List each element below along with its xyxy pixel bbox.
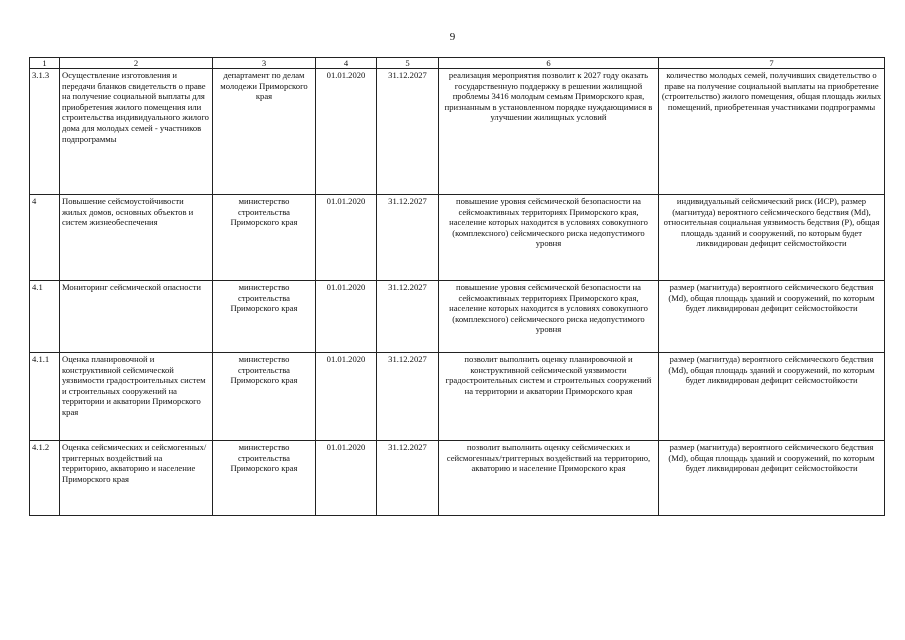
executor: министерство строительства Приморского края — [213, 441, 316, 516]
row-number: 4.1 — [30, 281, 60, 353]
start-date: 01.01.2020 — [316, 195, 377, 281]
executor: департамент по делам молодежи Приморского края — [213, 69, 316, 195]
indicator: размер (магнитуда) вероятного сейсмического бедствия (Md), общая площадь зданий и сооружений, по которым будет ликвидирован дефицит сейсмостойкости — [659, 281, 885, 353]
row-number: 3.1.3 — [30, 69, 60, 195]
column-header-4: 4 — [316, 58, 377, 69]
column-header-2: 2 — [60, 58, 213, 69]
column-header-3: 3 — [213, 58, 316, 69]
table-row — [30, 281, 885, 353]
end-date: 31.12.2027 — [377, 195, 439, 281]
executor: министерство строительства Приморского края — [213, 281, 316, 353]
activity-name: Осуществление изготовления и передачи бланков свидетельств о праве на получение социальной выплаты для приобретения жилого помещения или строительства индивидуального жилого дома для молодых семей - участников подпрограммы — [60, 69, 213, 195]
indicator: размер (магнитуда) вероятного сейсмического бедствия (Md), общая площадь зданий и сооружений, по которым будет ликвидирован дефицит сейсмостойкости — [659, 353, 885, 441]
executor: министерство строительства Приморского края — [213, 353, 316, 441]
row-number: 4.1.2 — [30, 441, 60, 516]
header-row — [30, 58, 885, 69]
column-header-6: 6 — [439, 58, 659, 69]
start-date: 01.01.2020 — [316, 281, 377, 353]
activity-name: Оценка сейсмических и сейсмогенных/триггерных воздействий на территорию, акваторию и население Приморского края — [60, 441, 213, 516]
activity-name: Мониторинг сейсмической опасности — [60, 281, 213, 353]
column-header-5: 5 — [377, 58, 439, 69]
expected-result: повышение уровня сейсмической безопасности на сейсмоактивных территориях Приморского края, население которых находится в условиях совокупного (комплексного) сейсмического риска недопустимого уровня — [439, 195, 659, 281]
end-date: 31.12.2027 — [377, 353, 439, 441]
column-header-1: 1 — [30, 58, 60, 69]
start-date: 01.01.2020 — [316, 69, 377, 195]
indicator: количество молодых семей, получивших свидетельство о праве на получение социальной выплаты на приобретение (строительство) жилого помещения, общая площадь жилых помещений, приобретенная участниками подпрограммы — [659, 69, 885, 195]
expected-result: повышение уровня сейсмической безопасности на сейсмоактивных территориях Приморского края, население которых находится в условиях совокупного (комплексного) сейсмического риска недопустимого уровня — [439, 281, 659, 353]
table-row — [30, 69, 885, 195]
expected-result: реализация мероприятия позволит к 2027 году оказать государственную поддержку в решении жилищной проблемы 3416 молодым семьям Приморского края, признанным в установленном порядке нуждающимися в улучшении жилищных условий — [439, 69, 659, 195]
program-activities-table — [29, 57, 885, 516]
table-row — [30, 441, 885, 516]
end-date: 31.12.2027 — [377, 281, 439, 353]
table-row — [30, 353, 885, 441]
row-number: 4.1.1 — [30, 353, 60, 441]
table-row — [30, 195, 885, 281]
end-date: 31.12.2027 — [377, 69, 439, 195]
start-date: 01.01.2020 — [316, 441, 377, 516]
page-number: 9 — [449, 31, 456, 43]
activity-name: Оценка планировочной и конструктивной сейсмической уязвимости градостроительных систем и строительных сооружений на территории и акватории Приморского края — [60, 353, 213, 441]
indicator: размер (магнитуда) вероятного сейсмического бедствия (Md), общая площадь зданий и сооружений, по которым будет ликвидирован дефицит сейсмостойкости — [659, 441, 885, 516]
expected-result: позволит выполнить оценку сейсмических и сейсмогенных/триггерных воздействий на территорию, акваторию и население Приморского края — [439, 441, 659, 516]
column-header-7: 7 — [659, 58, 885, 69]
executor: министерство строительства Приморского края — [213, 195, 316, 281]
activity-name: Повышение сейсмоустойчивости жилых домов, основных объектов и систем жизнеобеспечения — [60, 195, 213, 281]
end-date: 31.12.2027 — [377, 441, 439, 516]
indicator: индивидуальный сейсмический риск (ИСР), размер (магнитуда) вероятного сейсмического бедствия (Md), относительная социальная уязвимость бедствия (P), общая площадь зданий и сооружений, по которым будет ликвидирован дефицит сейсмостойкости — [659, 195, 885, 281]
expected-result: позволит выполнить оценку планировочной и конструктивной сейсмической уязвимости градостроительных систем и строительных сооружений на территории и акватории Приморского края — [439, 353, 659, 441]
start-date: 01.01.2020 — [316, 353, 377, 441]
row-number: 4 — [30, 195, 60, 281]
